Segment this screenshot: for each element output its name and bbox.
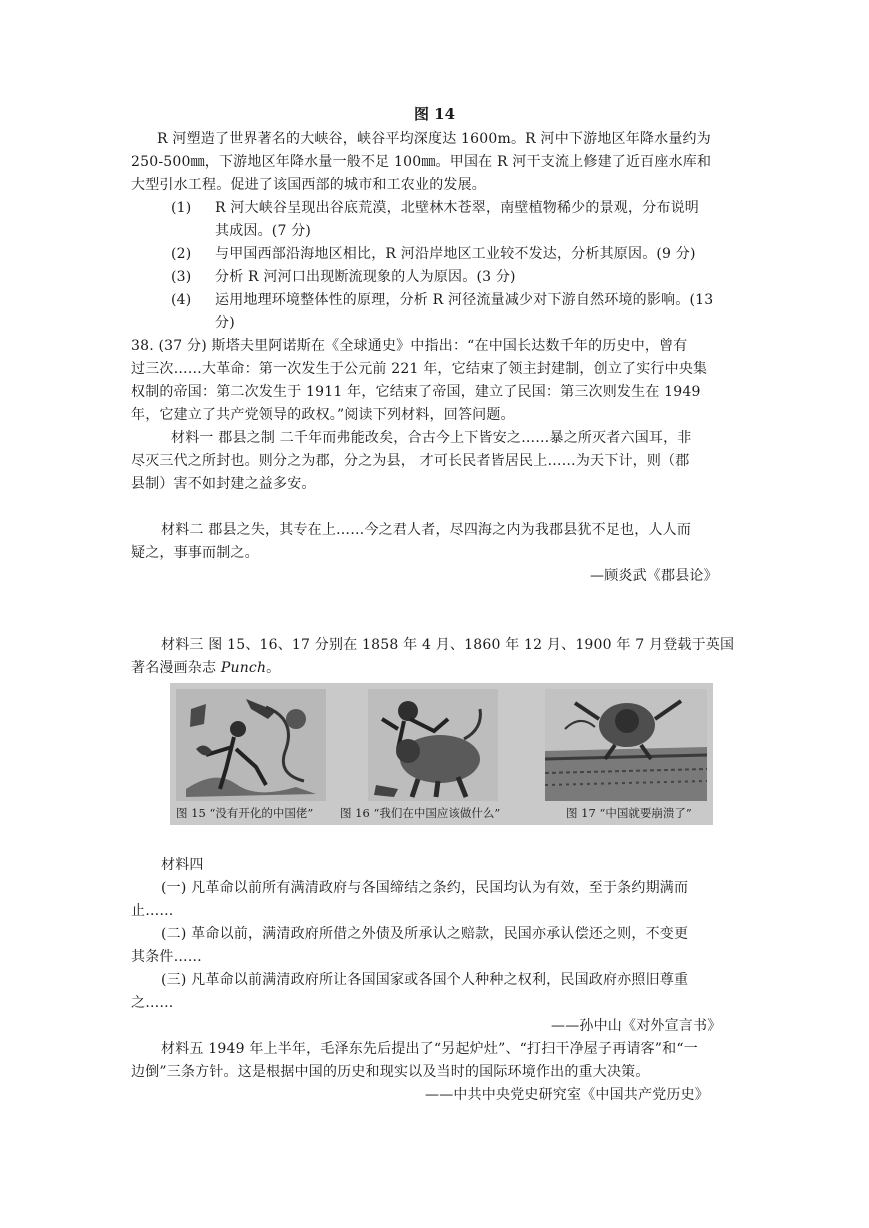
question-text: 与甲国西部沿海地区相比，R 河沿岸地区工业较不发达，分析其原因。(9 分) (215, 246, 696, 262)
r-river-intro-line: 250-500㎜，下游地区年降水量一般不足 100㎜。甲国在 R 河干支流上修建了近百座水库和 (131, 154, 712, 170)
material-3-line (131, 657, 280, 679)
question-text: 其成因。(7 分) (215, 223, 312, 239)
material-4-line: (三) 凡革命以前满清政府所让各国国家或各国个人种种之权利，民国政府亦照旧尊重 (161, 972, 689, 988)
q38-line: 38. (37 分) 斯塔夫里阿诺斯在《全球通史》中指出：“在中国长达数千年的历史中，曾有 (131, 338, 688, 354)
material-5-source: ——中共中央党史研究室《中国共产党历史》 (425, 1087, 709, 1103)
q38-line: 年，它建立了共产党领导的政权。”阅读下列材料，回答问题。 (131, 407, 515, 423)
cartoon-figure-17-image (545, 689, 707, 801)
material-2-line: 疑之，事事而制之。 (131, 545, 259, 561)
material-3-line: 材料三 图 15、16、17 分别在 1858 年 4 月、1860 年 12 月、1900 年 7 月登载于英国 (161, 637, 735, 653)
question-text: 运用地理环境整体性的原理，分析 R 河径流量减少对下游自然环境的影响。(13 (215, 292, 714, 308)
r-river-intro-line: 大型引水工程。促进了该国西部的城市和工农业的发展。 (131, 177, 486, 193)
question-number: (4) (171, 292, 192, 308)
material-5-line: 边倒”三条方针。这是根据中国的历史和现实以及当时的国际环境作出的重大决策。 (131, 1064, 650, 1080)
material-4-line: (二) 革命以前，满清政府所借之外债及所承认之赔款，民国亦承认偿还之则，不变更 (161, 926, 689, 942)
material-4-title: 材料四 (161, 857, 204, 873)
figure-15-caption: 图 15 “没有开化的中国佬” (176, 806, 314, 820)
q38-line: 过三次……大革命：第一次发生于公元前 221 年，它结束了领主封建制，创立了实行中央集 (131, 361, 708, 377)
cartoon-figure-15-image (176, 689, 326, 801)
question-number: (1) (171, 200, 192, 216)
material-2-line: 材料二 郡县之失，其专在上……今之君人者，尽四海之内为我郡县犹不足也，人人而 (161, 522, 692, 538)
cartoon-figures-strip (170, 683, 713, 825)
figure-16-caption: 图 16 “我们在中国应该做什么” (340, 806, 501, 820)
figure-17-caption: 图 17 “中国就要崩溃了” (566, 806, 692, 820)
cartoon-figure-16-image (368, 689, 498, 801)
material-1-line: 县制）害不如封建之益多安。 (131, 476, 316, 492)
material-4-line: 之…… (131, 995, 174, 1011)
material-5-line: 材料五 1949 年上半年，毛泽东先后提出了“另起炉灶”、“打扫干净屋子再请客”和“一 (161, 1041, 698, 1057)
question-number: (2) (171, 246, 192, 262)
material-1-line: 材料一 郡县之制 二千年而弗能改矣，合古今上下皆安之……暴之所灭者六国耳，非 (171, 430, 692, 446)
question-number: (3) (171, 269, 192, 285)
material-4-line: 止…… (131, 903, 174, 919)
question-text: R 河大峡谷呈现出谷底荒漠，北壁林木苍翠，南壁植物稀少的景观，分布说明 (215, 200, 699, 216)
material-3-line-punct: 。 (266, 660, 281, 676)
material-4-line: (一) 凡革命以前所有满清政府与各国缔结之条约，民国均认为有效，至于条约期满而 (161, 880, 689, 896)
material-2-source: —顾炎武《郡县论》 (590, 568, 718, 584)
material-3-line-text: 著名漫画杂志 (131, 660, 221, 676)
material-4-line: 其条件…… (131, 949, 202, 965)
material-4-source: ——孙中山《对外宣言书》 (551, 1018, 722, 1034)
punch-magazine-name: Punch (220, 660, 267, 676)
question-text: 分) (215, 315, 235, 331)
material-1-line: 尽灭三代之所封也。则分之为郡，分之为县， 才可长民者皆居民上……为天下计，则（郡 (131, 453, 690, 469)
r-river-intro-line: R 河塑造了世界著名的大峡谷，峡谷平均深度达 1600m。R 河中下游地区年降水量约为 (157, 131, 711, 147)
figure-title: 图 14 (413, 105, 456, 123)
question-text: 分析 R 河河口出现断流现象的人为原因。(3 分) (215, 269, 516, 285)
q38-line: 权制的帝国：第二次发生于 1911 年，它结束了帝国，建立了民国：第三次则发生在 1949 (131, 384, 701, 400)
